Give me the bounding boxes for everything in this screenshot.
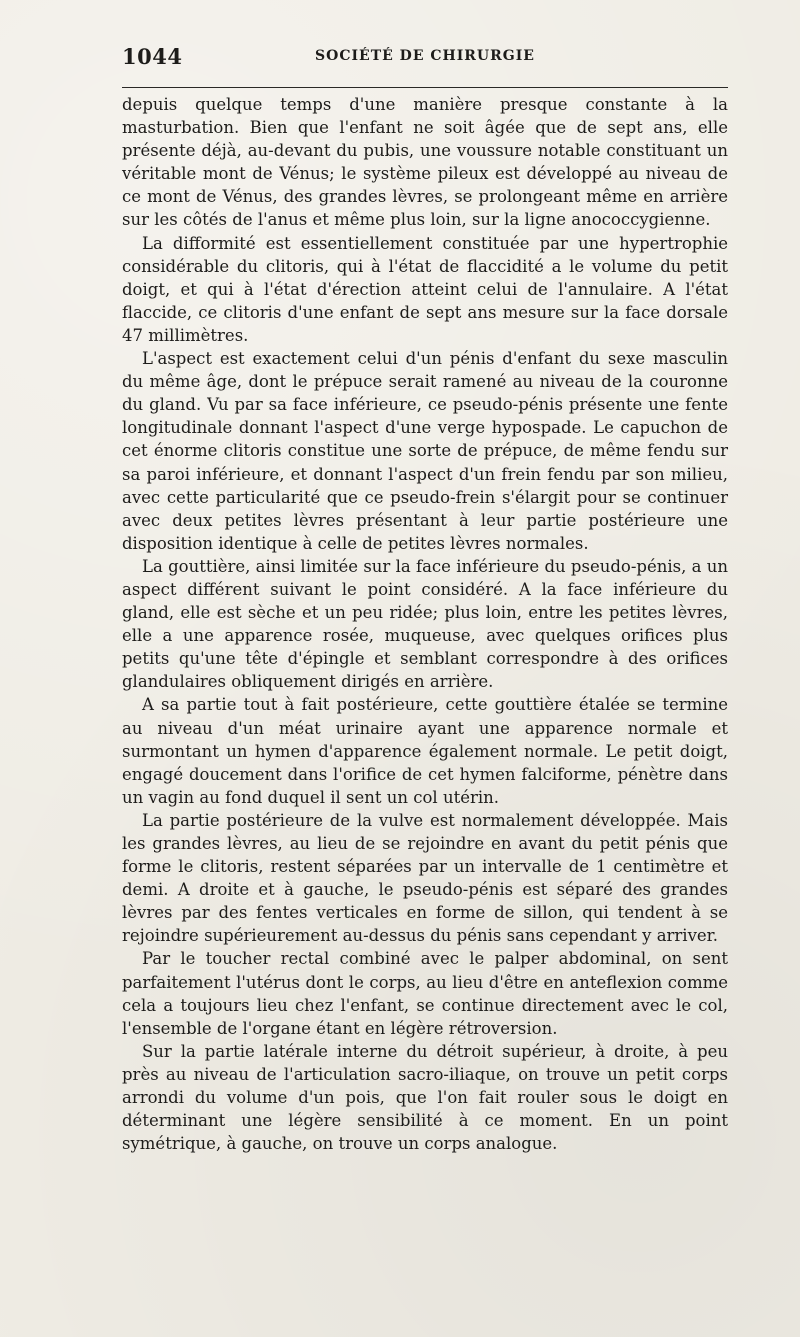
- paragraph: A sa partie tout à fait postérieure, cette gouttière étalée se termine au niveau d'un méat urinaire ayant une apparence normale et surmontant un hymen d'apparence également normale. Le petit doigt, engagé doucement dans l'orifice de cet hymen falciforme, pénètre dans un vagin au fond duquel il sent un col utérin.: [122, 695, 728, 807]
- body-text: [122, 93, 728, 1155]
- paragraph: La gouttière, ainsi limitée sur la face inférieure du pseudo-pénis, a un aspect différent suivant le point considéré. A la face inférieure du gland, elle est sèche et un peu ridée; plus loin, entre les petites lèvres, elle a une apparence rosée, muqueuse, avec quelques orifices plus petits qu'une tête d'épingle et semblant correspondre à des orifices glandulaires obliquement dirigés en arrière.: [122, 556, 728, 692]
- paragraph: Par le toucher rectal combiné avec le palper abdominal, on sent parfaitement l'utérus dont le corps, au lieu d'être en anteflexion comme cela a toujours lieu chez l'enfant, se continue directement avec le col, l'ensemble de l'organe étant en légère rétroversion.: [122, 949, 728, 1038]
- paragraph: L'aspect est exactement celui d'un pénis d'enfant du sexe masculin du même âge, dont le prépuce serait ramené au niveau de la couronne du gland. Vu par sa face inférieure, ce pseudo-pénis présente une fente longitudinale donnant l'aspect d'une verge hypospade. Le capuchon de cet énorme clitoris constitue une sorte de prépuce, de même fendu sur sa paroi inférieure, et donnant l'aspect d'un frein fendu par son milieu, avec cette particularité que ce pseudo-frein s'élargit pour se continuer avec deux petites lèvres présentant à leur partie postérieure une disposition identique à celle de petites lèvres normales.: [122, 349, 728, 553]
- page-header: [122, 44, 728, 72]
- paragraph: La partie postérieure de la vulve est normalement développée. Mais les grandes lèvres, au lieu de se rejoindre en avant du petit pénis que forme le clitoris, restent séparées par un intervalle de 1 centimètre et demi. A droite et à gauche, le pseudo-pénis est séparé des grandes lèvres par des fentes verticales en forme de sillon, qui tendent à se rejoindre supérieurement au-dessus du pénis sans cependant y arriver.: [122, 810, 728, 946]
- paragraph-continued: depuis quelque temps d'une manière presque constante à la masturbation. Bien que l'enfant ne soit âgée que de sept ans, elle présente déjà, au-devant du pubis, une voussure notable constituant un véritable mont de Vénus; le système pileux est développé au niveau de ce mont de Vénus, des grandes lèvres, se prolongeant même en arrière sur les côtés de l'anus et même plus loin, sur la ligne anococcygienne.: [122, 95, 728, 230]
- paragraph: La difformité est essentiellement constituée par une hypertrophie considérable du clitoris, qui à l'état de flaccidité a le volume du petit doigt, et qui à l'état d'érection atteint celui de l'annulaire. A l'état flaccide, ce clitoris d'une enfant de sept ans mesure sur la face dorsale 47 millimètres.: [122, 233, 728, 345]
- running-title: SOCIÉTÉ DE CHIRURGIE: [315, 48, 535, 64]
- page-number: 1044: [122, 44, 183, 69]
- paragraph: Sur la partie latérale interne du détroit supérieur, à droite, à peu près au niveau de l'articulation sacro-iliaque, on trouve un petit corps arrondi du volume d'un pois, que l'on fait rouler sous le doigt en déterminant une légère sensibilité à ce moment. En un point symétrique, à gauche, on trouve un corps analogue.: [122, 1041, 728, 1154]
- header-rule: [122, 87, 728, 88]
